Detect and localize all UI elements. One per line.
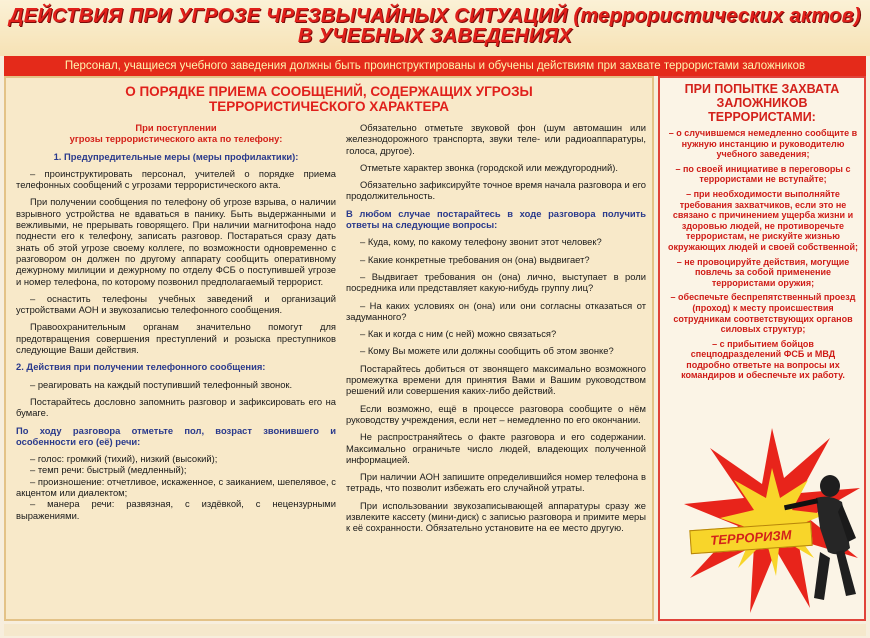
right-heading-line-1: ПРИ ПОПЫТКЕ ЗАХВАТА [684,82,840,96]
title-line-1: ДЕЙСТВИЯ ПРИ УГРОЗЕ ЧРЕЗВЫЧАЙНЫХ СИТУАЦИЙ (террористических актов) [8,5,862,27]
terrorism-label: ТЕРРОРИЗМ [689,522,812,554]
paragraph: – проинструктировать персонал, учителей о порядке приема телефонных сообщений с угрозами террористического акта. [16,167,336,191]
hostage-actions-list [668,128,858,385]
paragraph: Отметьте характер звонка (городской или междугородний). [360,161,618,173]
list-item: – голос: громкий (тихий), низкий (высокий); [30,453,218,465]
paragraph: Правоохранительным органам значительно помогут для предотвращения совершения преступлений и розыска преступников следующие Ваши действия. [16,321,336,356]
left-heading [6,84,652,114]
section-heading-2: 2. Действия при получении телефонного сообщения: [16,361,266,373]
question-item: – Как и когда с ним (с ней) можно связаться? [360,328,557,340]
left-heading-line-1: О ПОРЯДКЕ ПРИЕМА СООБЩЕНИЙ, СОДЕРЖАЩИХ УГРОЗЫ [125,84,533,99]
paragraph: – оснастить телефоны учебных заведений и организаций устройствами АОН и звукозаписью телефонного сообщения. [16,292,336,316]
intro-text: Персонал, учащиеся учебного заведения должны быть проинструктированы и обучены действиям при захвате террористами заложников [64,60,806,72]
list-item: – манера речи: развязная, с издёвкой, с нецензурными выражениями. [16,498,336,521]
terrorism-illustration [680,418,864,618]
subheading-line-2: угрозы террористического акта по телефону: [69,133,283,145]
paragraph: Обязательно отметьте звуковой фон (шум автомашин или железнодорожного транспорта, звуки теле- или радиоаппаратуры, голоса, другое). [346,122,646,156]
right-panel [658,76,866,621]
right-heading-line-2: ЗАЛОЖНИКОВ [716,96,808,110]
list-item: – по своей инициативе в переговоры с террористами не вступайте; [675,163,851,185]
question-item: – Выдвигает требования он (она) лично, выступает в роли посредника или представляет какую-нибудь группу лиц? [346,270,646,294]
subheading-line-1: При поступлении [135,122,217,133]
paragraph: При получении сообщения по телефону об угрозе взрыва, о наличии взрывного устройства не вдаваться в панику. Быть выдержанными и вежливыми, не прерывать говорящего. При наличии магнитофона надо поднести его к телефону, записать разговор. Постараться сразу дать знать об этой угрозе своему коллеге, по возможности одновременно с разговором он должен по другому аппарату сообщить оперативному дежурному милиции и дежурному по отделу ФСБ о поступившей угрозе и номер телефона, по которому позвонил предполагаемый террорист. [16,196,336,287]
paragraph: Постарайтесь добиться от звонящего максимально возможного промежутка времени для принятия Вами и Вашим руководством решений или совершения каких-либо действий. [346,362,646,397]
left-column-1 [16,122,336,521]
title-line-2: В УЧЕБНЫХ ЗАВЕДЕНИЯХ [297,25,573,47]
paragraph: Постарайтесь дословно запомнить разговор и зафиксировать его на бумаге. [16,395,336,419]
list-item: – темп речи: быстрый (медленный); [30,464,187,476]
left-heading-line-2: ТЕРРОРИСТИЧЕСКОГО ХАРАКТЕРА [208,99,450,114]
paragraph: При использовании звукозаписывающей аппаратуры сразу же извлеките кассету (мини-диск) с записью разговора и примите меры к её сохранности. Обязательно установите на ее место другую. [346,499,646,534]
list-item: – не провоцируйте действия, могущие повлечь за собой применение террористами оружия; [676,256,850,288]
poster-title [0,6,870,46]
question-item: – Кому Вы можете или должны сообщить об этом звонке? [360,345,614,357]
section-heading-1: 1. Предупредительные меры (меры профилактики): [53,150,299,162]
left-panel [4,76,654,621]
list-item: – при необходимости выполняйте требования захватчиков, если это не связано с причинением ущерба жизни и здоровью людей, не противоречьте террористам, не рискуйте жизнью окружающих людей и своей собственной; [668,188,859,252]
paragraph: Не распространяйтесь о факте разговора и его содержании. Максимально ограничьте число людей, владеющих полученной информацией. [346,431,646,465]
list-item: – с прибытием бойцов спецподразделений ФСБ и МВД подробно ответьте на вопросы их командиров и обеспечьте их работу. [681,338,845,381]
paragraph: При наличии АОН запишите определившийся номер телефона в тетрадь, что позволит избежать его случайной утраты. [346,471,646,494]
paragraph: Обязательно зафиксируйте точное время начала разговора и его продолжительность. [346,179,646,202]
question-item: – Какие конкретные требования он (она) выдвигает? [360,253,590,265]
question-item: – На каких условиях он (она) или они согласны отказаться от задуманного? [346,299,646,322]
intro-band [4,56,866,76]
paragraph: – реагировать на каждый поступивший телефонный звонок. [30,378,293,390]
list-item: – произношение: отчетливое, искаженное, с заиканием, шепелявое, с акцентом или диалектом; [16,475,336,499]
title-band [0,0,870,56]
list-item: – обеспечьте беспрепятственный проезд (проход) к месту происшествия сотрудникам соответствующих органов силовых структур; [670,292,856,335]
right-heading [660,82,864,124]
question-item: – Куда, кому, по какому телефону звонит этот человек? [360,236,602,248]
section-heading-questions: В любом случае постарайтесь в ходе разговора получить ответы на следующие вопросы: [346,207,646,231]
section-heading-3: По ходу разговора отметьте пол, возраст звонившего и особенности его (её) речи: [16,424,336,447]
left-column-2 [346,122,646,540]
right-heading-line-3: ТЕРРОРИСТАМИ: [708,110,816,124]
list-item: – о случившемся немедленно сообщите в нужную инстанцию и руководителю учебного заведения; [668,128,858,160]
paragraph: Если возможно, ещё в процессе разговора сообщите о нём руководству учреждения, если нет – немедленно по его окончании. [346,402,646,425]
footer-strip [4,624,866,636]
